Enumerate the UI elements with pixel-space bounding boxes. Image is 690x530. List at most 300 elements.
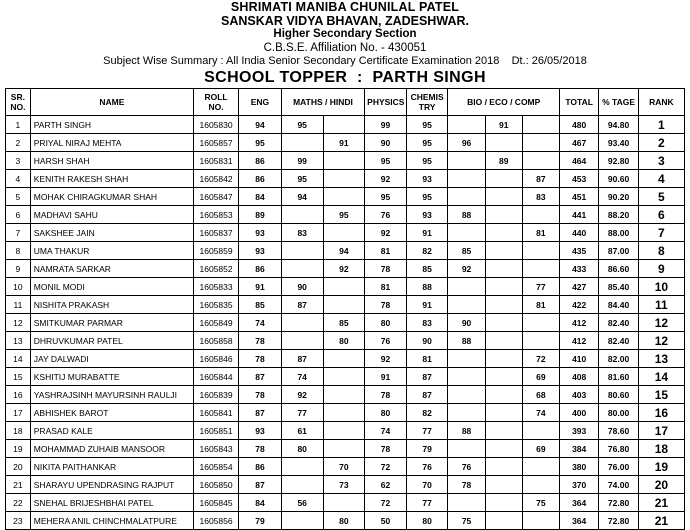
bio-cell: 85 (448, 242, 485, 260)
name-cell: ABHISHEK BAROT (30, 404, 193, 422)
eng-cell: 91 (239, 278, 282, 296)
comp-cell: 81 (522, 296, 559, 314)
comp-cell (522, 152, 559, 170)
eng-cell: 93 (239, 422, 282, 440)
bio-cell (448, 368, 485, 386)
comp-cell (522, 134, 559, 152)
percentage-cell: 76.00 (599, 458, 638, 476)
chemistry-cell: 87 (406, 368, 448, 386)
sr-cell: 8 (6, 242, 31, 260)
name-cell: MADHAVI SAHU (30, 206, 193, 224)
document-header (0, 0, 690, 84)
chemistry-cell: 93 (406, 206, 448, 224)
comp-cell: 81 (522, 224, 559, 242)
bio-cell: 76 (448, 458, 485, 476)
total-cell: 412 (559, 332, 598, 350)
physics-cell: 76 (365, 206, 407, 224)
total-cell: 480 (559, 116, 598, 134)
bio-cell (448, 152, 485, 170)
hindi-cell (323, 296, 365, 314)
name-cell: SNEHAL BRIJESHBHAI PATEL (30, 494, 193, 512)
comp-cell: 87 (522, 170, 559, 188)
total-cell: 384 (559, 440, 598, 458)
chemistry-cell: 91 (406, 224, 448, 242)
col-eng: ENG (239, 89, 282, 116)
eco-cell (485, 494, 522, 512)
bio-cell (448, 170, 485, 188)
name-cell: PRIYAL NIRAJ MEHTA (30, 134, 193, 152)
table-row (6, 296, 685, 314)
physics-cell: 80 (365, 314, 407, 332)
maths-cell: 95 (281, 170, 323, 188)
comp-cell (522, 512, 559, 530)
eng-cell: 78 (239, 386, 282, 404)
comp-cell: 68 (522, 386, 559, 404)
roll-cell: 1605847 (194, 188, 239, 206)
hindi-cell: 95 (323, 206, 365, 224)
sr-cell: 20 (6, 458, 31, 476)
eng-cell: 89 (239, 206, 282, 224)
eco-cell (485, 422, 522, 440)
affiliation-line: C.B.S.E. Affiliation No. - 430051 (263, 41, 427, 54)
maths-cell: 90 (281, 278, 323, 296)
maths-cell: 56 (281, 494, 323, 512)
chemistry-cell: 83 (406, 314, 448, 332)
comp-cell (522, 332, 559, 350)
chemistry-cell: 95 (406, 188, 448, 206)
bio-cell: 88 (448, 206, 485, 224)
percentage-cell: 86.60 (599, 260, 638, 278)
physics-cell: 78 (365, 386, 407, 404)
comp-cell (522, 314, 559, 332)
chemistry-cell: 95 (406, 152, 448, 170)
sr-cell: 21 (6, 476, 31, 494)
col-bio-eco-comp: BIO / ECO / COMP (448, 89, 559, 116)
eng-cell: 84 (239, 494, 282, 512)
chemistry-cell: 85 (406, 260, 448, 278)
eco-cell (485, 242, 522, 260)
total-cell: 467 (559, 134, 598, 152)
sr-cell: 23 (6, 512, 31, 530)
sr-cell: 3 (6, 152, 31, 170)
physics-cell: 81 (365, 242, 407, 260)
table-row (6, 134, 685, 152)
physics-cell: 72 (365, 494, 407, 512)
rank-cell: 14 (638, 368, 684, 386)
sr-cell: 10 (6, 278, 31, 296)
rank-cell: 16 (638, 404, 684, 422)
percentage-cell: 82.40 (599, 314, 638, 332)
total-cell: 441 (559, 206, 598, 224)
percentage-cell: 85.40 (599, 278, 638, 296)
table-row (6, 224, 685, 242)
sr-cell: 7 (6, 224, 31, 242)
percentage-cell: 94.80 (599, 116, 638, 134)
hindi-cell: 92 (323, 260, 365, 278)
eco-cell (485, 458, 522, 476)
rank-cell: 9 (638, 260, 684, 278)
maths-cell (281, 206, 323, 224)
maths-cell (281, 476, 323, 494)
eng-cell: 86 (239, 152, 282, 170)
table-row (6, 368, 685, 386)
percentage-cell: 80.60 (599, 386, 638, 404)
comp-cell: 69 (522, 368, 559, 386)
eng-cell: 93 (239, 242, 282, 260)
hindi-cell (323, 116, 365, 134)
table-row (6, 170, 685, 188)
roll-cell: 1605850 (194, 476, 239, 494)
eco-cell (485, 224, 522, 242)
percentage-cell: 82.00 (599, 350, 638, 368)
comp-cell: 74 (522, 404, 559, 422)
eco-cell (485, 476, 522, 494)
chemistry-cell: 82 (406, 404, 448, 422)
eco-cell (485, 170, 522, 188)
name-cell: HARSH SHAH (30, 152, 193, 170)
maths-cell: 74 (281, 368, 323, 386)
name-cell: NISHITA PRAKASH (30, 296, 193, 314)
name-cell: SHARAYU UPENDRASING RAJPUT (30, 476, 193, 494)
name-cell: NAMRATA SARKAR (30, 260, 193, 278)
eng-cell: 87 (239, 368, 282, 386)
eco-cell (485, 404, 522, 422)
total-cell: 410 (559, 350, 598, 368)
rank-cell: 20 (638, 476, 684, 494)
percentage-cell: 88.20 (599, 206, 638, 224)
total-cell: 393 (559, 422, 598, 440)
physics-cell: 76 (365, 332, 407, 350)
col-percentage: % TAGE (599, 89, 638, 116)
name-cell: MONIL MODI (30, 278, 193, 296)
sr-cell: 6 (6, 206, 31, 224)
hindi-cell: 80 (323, 512, 365, 530)
rank-cell: 1 (638, 116, 684, 134)
maths-cell (281, 512, 323, 530)
comp-cell: 83 (522, 188, 559, 206)
roll-cell: 1605856 (194, 512, 239, 530)
roll-cell: 1605859 (194, 242, 239, 260)
chemistry-cell: 76 (406, 458, 448, 476)
total-cell: 440 (559, 224, 598, 242)
eng-cell: 79 (239, 512, 282, 530)
percentage-cell: 78.60 (599, 422, 638, 440)
comp-cell (522, 206, 559, 224)
hindi-cell (323, 350, 365, 368)
name-cell: SMITKUMAR PARMAR (30, 314, 193, 332)
percentage-cell: 90.60 (599, 170, 638, 188)
physics-cell: 80 (365, 404, 407, 422)
table-row (6, 494, 685, 512)
eco-cell (485, 512, 522, 530)
comp-cell (522, 458, 559, 476)
total-cell: 403 (559, 386, 598, 404)
name-cell: MEHERA ANIL CHINCHMALATPURE (30, 512, 193, 530)
roll-cell: 1605844 (194, 368, 239, 386)
eco-cell (485, 314, 522, 332)
eco-cell (485, 440, 522, 458)
chemistry-cell: 95 (406, 134, 448, 152)
sr-cell: 12 (6, 314, 31, 332)
bio-cell (448, 440, 485, 458)
rank-cell: 7 (638, 224, 684, 242)
roll-cell: 1605837 (194, 224, 239, 242)
table-row (6, 116, 685, 134)
percentage-cell: 88.00 (599, 224, 638, 242)
hindi-cell (323, 170, 365, 188)
total-cell: 400 (559, 404, 598, 422)
eco-cell (485, 386, 522, 404)
comp-cell (522, 260, 559, 278)
physics-cell: 81 (365, 278, 407, 296)
name-cell: PARTH SINGH (30, 116, 193, 134)
name-cell: JAY DALWADI (30, 350, 193, 368)
percentage-cell: 74.00 (599, 476, 638, 494)
eco-cell (485, 260, 522, 278)
maths-cell (281, 134, 323, 152)
name-cell: MOHAMMAD ZUHAIB MANSOOR (30, 440, 193, 458)
sr-cell: 9 (6, 260, 31, 278)
table-row (6, 440, 685, 458)
hindi-cell (323, 422, 365, 440)
bio-cell (448, 188, 485, 206)
rank-cell: 12 (638, 332, 684, 350)
table-row (6, 512, 685, 530)
maths-cell (281, 242, 323, 260)
table-row (6, 476, 685, 494)
physics-cell: 72 (365, 458, 407, 476)
eng-cell: 78 (239, 350, 282, 368)
sr-cell: 18 (6, 422, 31, 440)
eco-cell (485, 350, 522, 368)
maths-cell: 87 (281, 350, 323, 368)
col-sr-no: SR. NO. (6, 89, 31, 116)
rank-cell: 21 (638, 512, 684, 530)
eng-cell: 86 (239, 170, 282, 188)
chemistry-cell: 82 (406, 242, 448, 260)
comp-cell: 72 (522, 350, 559, 368)
table-row (6, 350, 685, 368)
name-cell: SAKSHEE JAIN (30, 224, 193, 242)
chemistry-cell: 95 (406, 116, 448, 134)
maths-cell: 87 (281, 296, 323, 314)
physics-cell: 62 (365, 476, 407, 494)
comp-cell: 77 (522, 278, 559, 296)
total-cell: 380 (559, 458, 598, 476)
hindi-cell (323, 368, 365, 386)
rank-cell: 11 (638, 296, 684, 314)
col-maths-hindi: MATHS / HINDI (281, 89, 364, 116)
hindi-cell (323, 386, 365, 404)
rank-cell: 5 (638, 188, 684, 206)
rank-cell: 21 (638, 494, 684, 512)
total-cell: 453 (559, 170, 598, 188)
total-cell: 435 (559, 242, 598, 260)
eng-cell: 85 (239, 296, 282, 314)
table-row (6, 206, 685, 224)
table-row (6, 314, 685, 332)
sr-cell: 16 (6, 386, 31, 404)
summary-line: Subject Wise Summary : All India Senior Secondary Certificate Examination 2018 Dt.: 26/05/2018 (103, 55, 587, 67)
rank-cell: 10 (638, 278, 684, 296)
chemistry-cell: 87 (406, 386, 448, 404)
comp-cell: 75 (522, 494, 559, 512)
hindi-cell (323, 152, 365, 170)
hindi-cell: 70 (323, 458, 365, 476)
chemistry-cell: 91 (406, 296, 448, 314)
maths-cell: 99 (281, 152, 323, 170)
total-cell: 464 (559, 152, 598, 170)
rank-cell: 18 (638, 440, 684, 458)
chemistry-cell: 81 (406, 350, 448, 368)
roll-cell: 1605857 (194, 134, 239, 152)
percentage-cell: 80.00 (599, 404, 638, 422)
roll-cell: 1605831 (194, 152, 239, 170)
comp-cell (522, 422, 559, 440)
table-row (6, 404, 685, 422)
hindi-cell (323, 278, 365, 296)
physics-cell: 95 (365, 152, 407, 170)
roll-cell: 1605843 (194, 440, 239, 458)
total-cell: 412 (559, 314, 598, 332)
name-cell: PRASAD KALE (30, 422, 193, 440)
comp-cell: 69 (522, 440, 559, 458)
chemistry-cell: 77 (406, 494, 448, 512)
bio-cell: 92 (448, 260, 485, 278)
name-cell: YASHRAJSINH MAYURSINH RAULJI (30, 386, 193, 404)
eng-cell: 78 (239, 332, 282, 350)
sr-cell: 19 (6, 440, 31, 458)
chemistry-cell: 80 (406, 512, 448, 530)
roll-cell: 1605851 (194, 422, 239, 440)
physics-cell: 95 (365, 188, 407, 206)
physics-cell: 74 (365, 422, 407, 440)
total-cell: 433 (559, 260, 598, 278)
percentage-cell: 72.80 (599, 512, 638, 530)
rank-cell: 12 (638, 314, 684, 332)
col-total: TOTAL (559, 89, 598, 116)
table-row (6, 422, 685, 440)
eng-cell: 93 (239, 224, 282, 242)
results-table (5, 88, 685, 530)
school-topper-title: SCHOOL TOPPER : PARTH SINGH (204, 68, 486, 86)
col-rank: RANK (638, 89, 684, 116)
rank-cell: 6 (638, 206, 684, 224)
hindi-cell (323, 224, 365, 242)
physics-cell: 92 (365, 224, 407, 242)
eng-cell: 84 (239, 188, 282, 206)
percentage-cell: 81.60 (599, 368, 638, 386)
eco-cell (485, 134, 522, 152)
bio-cell (448, 224, 485, 242)
hindi-cell: 85 (323, 314, 365, 332)
maths-cell (281, 332, 323, 350)
rank-cell: 2 (638, 134, 684, 152)
hindi-cell (323, 440, 365, 458)
physics-cell: 92 (365, 350, 407, 368)
bio-cell: 90 (448, 314, 485, 332)
roll-cell: 1605842 (194, 170, 239, 188)
maths-cell: 94 (281, 188, 323, 206)
chemistry-cell: 79 (406, 440, 448, 458)
roll-cell: 1605852 (194, 260, 239, 278)
bio-cell: 88 (448, 332, 485, 350)
sr-cell: 1 (6, 116, 31, 134)
percentage-cell: 84.40 (599, 296, 638, 314)
bio-cell (448, 116, 485, 134)
name-cell: UMA THAKUR (30, 242, 193, 260)
bio-cell (448, 350, 485, 368)
table-row (6, 278, 685, 296)
roll-cell: 1605845 (194, 494, 239, 512)
roll-cell: 1605833 (194, 278, 239, 296)
name-cell: MOHAK CHIRAGKUMAR SHAH (30, 188, 193, 206)
eco-cell (485, 206, 522, 224)
table-header-row (6, 89, 685, 116)
eng-cell: 86 (239, 260, 282, 278)
percentage-cell: 90.20 (599, 188, 638, 206)
rank-cell: 19 (638, 458, 684, 476)
maths-cell (281, 458, 323, 476)
bio-cell (448, 404, 485, 422)
total-cell: 422 (559, 296, 598, 314)
maths-cell (281, 314, 323, 332)
hindi-cell: 91 (323, 134, 365, 152)
school-name-2: SANSKAR VIDYA BHAVAN, ZADESHWAR. (221, 13, 469, 28)
roll-cell: 1605830 (194, 116, 239, 134)
chemistry-cell: 90 (406, 332, 448, 350)
roll-cell: 1605849 (194, 314, 239, 332)
table-row (6, 332, 685, 350)
comp-cell (522, 242, 559, 260)
sr-cell: 13 (6, 332, 31, 350)
comp-cell (522, 116, 559, 134)
section-title: Higher Secondary Section (273, 28, 417, 40)
roll-cell: 1605835 (194, 296, 239, 314)
bio-cell (448, 494, 485, 512)
name-cell: DHRUVKUMAR PATEL (30, 332, 193, 350)
percentage-cell: 76.80 (599, 440, 638, 458)
hindi-cell: 94 (323, 242, 365, 260)
roll-cell: 1605846 (194, 350, 239, 368)
rank-cell: 13 (638, 350, 684, 368)
hindi-cell (323, 494, 365, 512)
percentage-cell: 87.00 (599, 242, 638, 260)
table-row (6, 260, 685, 278)
col-chemistry: CHEMIS TRY (406, 89, 448, 116)
eng-cell: 86 (239, 458, 282, 476)
bio-cell: 75 (448, 512, 485, 530)
total-cell: 451 (559, 188, 598, 206)
physics-cell: 91 (365, 368, 407, 386)
physics-cell: 90 (365, 134, 407, 152)
total-cell: 370 (559, 476, 598, 494)
eco-cell: 89 (485, 152, 522, 170)
maths-cell: 83 (281, 224, 323, 242)
percentage-cell: 92.80 (599, 152, 638, 170)
bio-cell (448, 386, 485, 404)
physics-cell: 99 (365, 116, 407, 134)
rank-cell: 17 (638, 422, 684, 440)
table-row (6, 242, 685, 260)
sr-cell: 14 (6, 350, 31, 368)
name-cell: KENITH RAKESH SHAH (30, 170, 193, 188)
sr-cell: 11 (6, 296, 31, 314)
rank-cell: 3 (638, 152, 684, 170)
bio-cell (448, 296, 485, 314)
hindi-cell: 73 (323, 476, 365, 494)
name-cell: NIKITA PAITHANKAR (30, 458, 193, 476)
